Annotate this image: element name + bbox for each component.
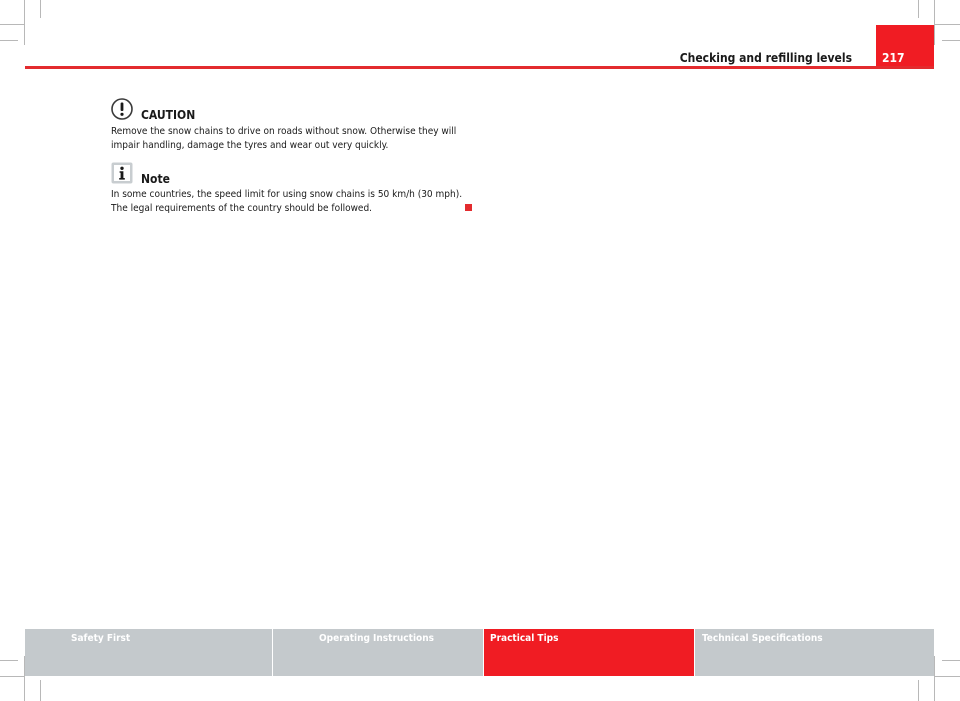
- note-title: Note: [141, 172, 170, 186]
- crop-mark: [0, 676, 25, 677]
- footer-tab-label: Operating Instructions: [319, 633, 434, 644]
- footer-tab-operating-instructions[interactable]: [272, 629, 483, 676]
- crop-mark: [918, 0, 919, 18]
- crop-mark: [942, 40, 960, 41]
- crop-mark: [934, 656, 935, 701]
- header-rule: [25, 66, 934, 69]
- exclamation-circle-icon: [111, 98, 133, 120]
- footer-tab-practical-tips[interactable]: [483, 629, 694, 676]
- info-icon: [111, 162, 133, 184]
- crop-mark: [40, 680, 41, 701]
- caution-title: CAUTION: [141, 108, 196, 122]
- note-text: In some countries, the speed limit for using snow chains is 50 km/h (30 mph). The legal requirements of the country should be followed.: [111, 189, 463, 214]
- end-of-section-marker: [465, 204, 472, 211]
- crop-mark: [40, 0, 41, 18]
- footer-tab-label: Technical Specifications: [702, 633, 823, 644]
- caution-text: Remove the snow chains to drive on roads without snow. Otherwise they will impair handling, damage the tyres and wear out very quickly.: [111, 126, 457, 151]
- footer-tab-safety-first[interactable]: [25, 629, 272, 676]
- crop-mark: [24, 0, 25, 45]
- section-title: Checking and refilling levels: [679, 51, 852, 65]
- footer-nav: [25, 629, 934, 676]
- page-number: 217: [882, 51, 905, 65]
- crop-mark: [935, 676, 960, 677]
- footer-tab-label: Safety First: [71, 633, 131, 644]
- crop-mark: [935, 24, 960, 25]
- crop-mark: [918, 680, 919, 701]
- crop-mark: [934, 0, 935, 45]
- crop-mark: [0, 660, 18, 661]
- footer-tab-label: Practical Tips: [490, 633, 559, 644]
- crop-mark: [0, 40, 18, 41]
- footer-tab-technical-specifications[interactable]: [694, 629, 934, 676]
- crop-mark: [942, 660, 960, 661]
- crop-mark: [0, 24, 25, 25]
